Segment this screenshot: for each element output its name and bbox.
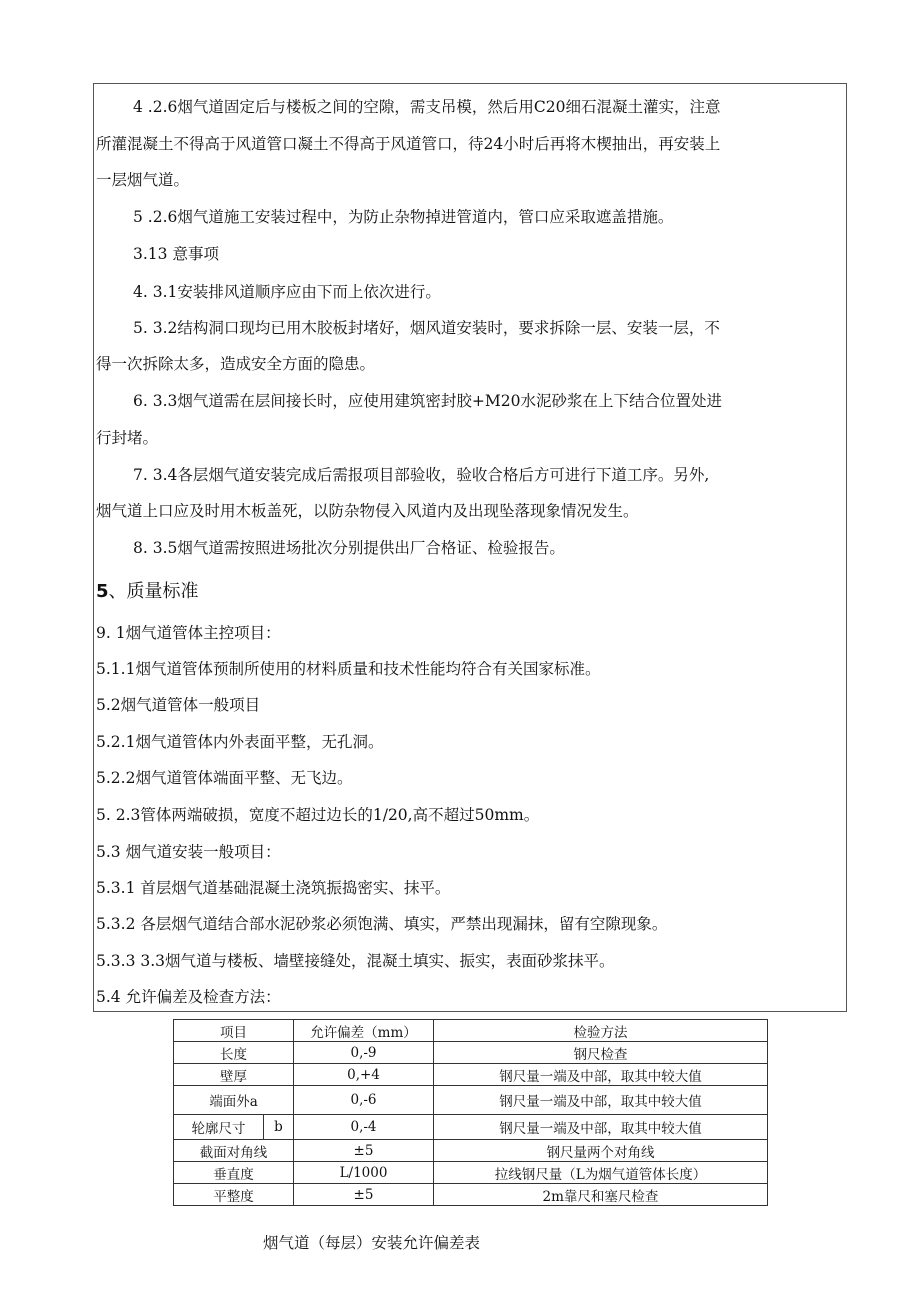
cell-item: 长度 bbox=[174, 1042, 294, 1064]
cell-tolerance: 0,-9 bbox=[294, 1042, 434, 1064]
paragraph-3-4: 7. 3.4各层烟气道安装完成后需报项目部验收，验收合格后方可进行下道工序。另外, bbox=[133, 466, 710, 484]
cell-tolerance: ±5 bbox=[294, 1184, 434, 1206]
cell-item: 壁厚 bbox=[174, 1064, 294, 1086]
cell-method: 钢尺量一端及中部，取其中较大值 bbox=[434, 1086, 768, 1115]
cell-item: 垂直度 bbox=[174, 1162, 294, 1184]
cell-item: 截面对角线 bbox=[174, 1140, 294, 1162]
section-line: 5.3.1 首层烟气道基础混凝土浇筑振捣密实、抹平。 bbox=[96, 879, 451, 897]
cell-method: 拉线钢尺量（L为烟气道管体长度） bbox=[434, 1162, 768, 1184]
section-number: 5 bbox=[96, 581, 109, 602]
section-line: 5. 2.3管体两端破损，宽度不超过边长的1/20,高不超过50mm。 bbox=[96, 806, 540, 824]
paragraph-line: 得一次拆除太多，造成安全方面的隐患。 bbox=[96, 355, 376, 373]
table-row bbox=[174, 1162, 768, 1184]
cell-method: 钢尺量一端及中部，取其中较大值 bbox=[434, 1115, 768, 1140]
paragraph-3-3: 6. 3.3烟气道需在层间接长时，应使用建筑密封胶+M20水泥砂浆在上下结合位置处进 bbox=[133, 392, 722, 410]
section-5-heading bbox=[96, 582, 199, 602]
paragraph-3-1: 4. 3.1安装排风道顺序应由下而上依次进行。 bbox=[133, 283, 441, 301]
paragraph-3-5: 8. 3.5烟气道需按照进场批次分别提供出厂合格证、检验报告。 bbox=[133, 539, 565, 557]
section-line: 5.2烟气道管体一般项目 bbox=[96, 696, 261, 714]
paragraph-line: 一层烟气道。 bbox=[96, 171, 190, 189]
cell-method: 钢尺检查 bbox=[434, 1042, 768, 1064]
table-row bbox=[174, 1184, 768, 1206]
cell-tolerance: 0,+4 bbox=[294, 1064, 434, 1086]
cell-item: 端面外a bbox=[174, 1086, 294, 1115]
section-line: 5.1.1烟气道管体预制所使用的材料质量和技术性能均符合有关国家标准。 bbox=[96, 660, 601, 678]
table-row bbox=[174, 1140, 768, 1162]
cell-tolerance: ±5 bbox=[294, 1140, 434, 1162]
table-row bbox=[174, 1064, 768, 1086]
table-row bbox=[174, 1042, 768, 1064]
section-line: 5.2.1烟气道管体内外表面平整，无孔洞。 bbox=[96, 733, 384, 751]
section-line: 5.4 允许偏差及检查方法： bbox=[96, 988, 281, 1006]
section-line: 5.2.2烟气道管体端面平整、无飞边。 bbox=[96, 769, 353, 787]
section-line: 9. 1烟气道管体主控项目： bbox=[96, 624, 281, 642]
table-caption: 烟气道（每层）安装允许偏差表 bbox=[263, 1234, 481, 1252]
paragraph-line: 烟气道上口应及时用木板盖死，以防杂物侵入风道内及出现坠落现象情况发生。 bbox=[96, 502, 639, 520]
paragraph-3-2: 5. 3.2结构洞口现均已用木胶板封堵好，烟风道安装时，要求拆除一层、安装一层，不 bbox=[133, 319, 720, 337]
header-item: 项目 bbox=[174, 1020, 294, 1042]
cell-method: 钢尺量一端及中部，取其中较大值 bbox=[434, 1064, 768, 1086]
cell-item: 平整度 bbox=[174, 1184, 294, 1206]
section-line: 5.3.2 各层烟气道结合部水泥砂浆必须饱满、填实，严禁出现漏抹，留有空隙现象。 bbox=[96, 915, 668, 933]
cell-tolerance: L/1000 bbox=[294, 1162, 434, 1184]
section-line: 5.3 烟气道安装一般项目： bbox=[96, 843, 281, 861]
section-line: 5.3.3 3.3烟气道与楼板、墙壁接缝处，混凝土填实、振实，表面砂浆抹平。 bbox=[96, 952, 615, 970]
table-row bbox=[174, 1086, 768, 1115]
paragraph-5-2-6: 5 .2.6烟气道施工安装过程中，为防止杂物掉进管道内，管口应采取遮盖措施。 bbox=[133, 208, 674, 226]
cell-tolerance: 0,-6 bbox=[294, 1086, 434, 1115]
table-row bbox=[174, 1115, 768, 1140]
tolerance-table bbox=[173, 1019, 768, 1206]
section-title: 、质量标准 bbox=[108, 581, 199, 602]
paragraph-line: 行封堵。 bbox=[96, 429, 159, 447]
cell-tolerance: 0,-4 bbox=[294, 1115, 434, 1140]
header-tolerance: 允许偏差（mm） bbox=[294, 1020, 434, 1042]
paragraph-line: 所灌混凝土不得高于风道管口凝土不得高于风道管口，待24小时后再将木楔抽出，再安装上 bbox=[96, 135, 721, 153]
cell-method: 2m靠尺和塞尺检查 bbox=[434, 1184, 768, 1206]
header-method: 检验方法 bbox=[434, 1020, 768, 1042]
paragraph-3-13: 3.13 意事项 bbox=[133, 245, 219, 263]
paragraph-4-2-6: 4 .2.6烟气道固定后与楼板之间的空隙，需支吊模，然后用C20细石混凝土灌实，注意 bbox=[133, 98, 721, 116]
cell-item: 轮廓尺寸 bbox=[174, 1115, 264, 1140]
cell-method: 钢尺量两个对角线 bbox=[434, 1140, 768, 1162]
table-header-row bbox=[174, 1020, 768, 1042]
cell-sub: b bbox=[264, 1115, 294, 1140]
